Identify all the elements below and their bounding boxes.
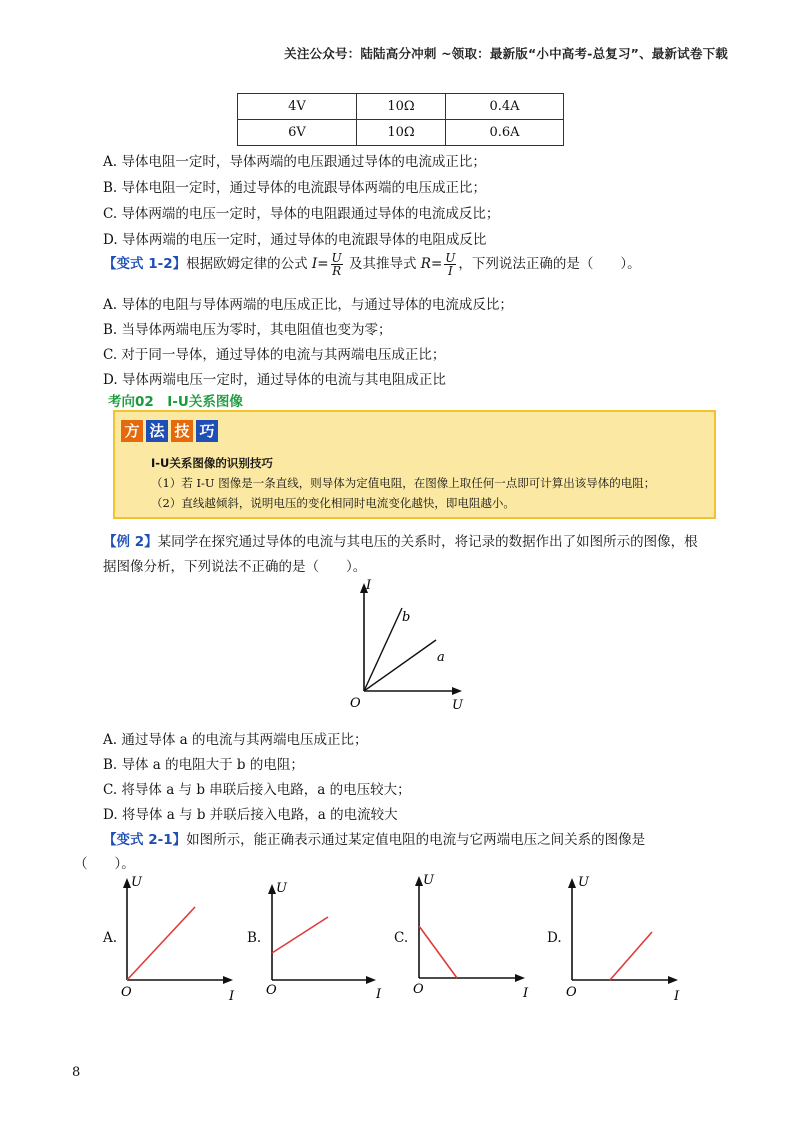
x-axis-label: I xyxy=(523,986,529,1000)
method-char: 巧 xyxy=(196,420,218,442)
line-a xyxy=(364,640,436,691)
method-char: 方 xyxy=(121,420,143,442)
y-axis-label: U xyxy=(131,875,142,890)
table-cell: 10Ω xyxy=(357,120,446,146)
data-table xyxy=(237,93,564,146)
option-a: A. 通过导体 a 的电流与其两端电压成正比； xyxy=(103,732,368,748)
option-b: B. 导体 a 的电阻大于 b 的电阻； xyxy=(103,757,304,773)
origin-label: O xyxy=(121,985,132,1000)
graph-line xyxy=(127,907,195,980)
graph-line xyxy=(610,932,652,980)
graph-line xyxy=(272,917,328,953)
y-axis-label: U xyxy=(276,881,287,896)
variant-tag: 【变式 2-1】 xyxy=(103,832,187,848)
graph-option-b xyxy=(258,870,388,1002)
question-variant-2-1-line1 xyxy=(103,828,645,848)
origin-label: O xyxy=(350,696,361,711)
question-text-post: ，下列说法正确的是（ ）。 xyxy=(458,256,641,272)
option-c: C. 对于同一导体，通过导体的电流与其两端电压成正比； xyxy=(103,347,446,363)
y-axis-label: U xyxy=(423,873,434,888)
option-d: D. 将导体 a 与 b 并联后接入电路，a 的电流较大 xyxy=(103,807,398,823)
example-tag: 【例 2】 xyxy=(103,534,158,550)
choice-label-a: A. xyxy=(103,930,118,946)
choice-label-d: D. xyxy=(547,930,562,946)
option-c: C. 将导体 a 与 b 串联后接入电路，a 的电压较大； xyxy=(103,782,411,798)
x-axis-label: I xyxy=(229,989,235,1002)
question-variant-2-1-line2: （ ）。 xyxy=(74,856,135,872)
formula-fraction: $\frac{U}{R}$ xyxy=(331,251,342,278)
section-heading: 考向02 I-U关系图像 xyxy=(108,394,243,410)
formula-lhs: I xyxy=(311,256,318,272)
table-cell: 0.6A xyxy=(446,120,564,146)
y-axis-label: U xyxy=(578,875,589,890)
graph-option-a xyxy=(115,870,245,1002)
table-row xyxy=(238,94,564,120)
table-cell: 10Ω xyxy=(357,94,446,120)
graph-option-d xyxy=(560,870,690,1002)
origin-label: O xyxy=(413,982,424,997)
x-axis-label: U xyxy=(452,698,463,713)
y-axis-label: I xyxy=(366,578,372,593)
example-text: 某同学在探究通过导体的电流与其电压的关系时，将记录的数据作出了如图所示的图像，根 xyxy=(157,534,698,550)
table-cell: 0.4A xyxy=(446,94,564,120)
page-header: 关注公众号：陆陆高分冲刺 ~领取：最新版“小中高考-总复习”、最新试卷下载 xyxy=(284,46,728,61)
iu-graph xyxy=(340,575,480,715)
method-tips-box xyxy=(113,410,716,519)
variant-tag: 【变式 1-2】 xyxy=(103,256,187,272)
method-line: （1）若 I-U 图像是一条直线，则导体为定值电阻，在图像上取任何一点即可计算出该导体的电阻； xyxy=(151,476,656,490)
x-axis-arrow xyxy=(452,687,462,695)
table-cell: 4V xyxy=(238,94,357,120)
graph-option-c xyxy=(405,866,535,1000)
option-a: A. 导体电阻一定时，导体两端的电压跟通过导体的电流成正比； xyxy=(103,154,486,170)
option-d: D. 导体两端的电压一定时，通过导体的电流跟导体的电阻成反比 xyxy=(103,232,487,248)
line-b-label: b xyxy=(402,610,411,625)
example-2-line1 xyxy=(103,530,698,550)
formula-lhs: R xyxy=(420,256,431,272)
method-char: 法 xyxy=(146,420,168,442)
question-text: 如图所示，能正确表示通过某定值电阻的电流与它两端电压之间关系的图像是 xyxy=(186,832,646,848)
x-axis-label: I xyxy=(674,989,680,1002)
option-c: C. 导体两端的电压一定时，导体的电阻跟通过导体的电流成反比； xyxy=(103,206,500,222)
option-b: B. 当导体两端电压为零时，其电阻值也变为零； xyxy=(103,322,392,338)
graph-line xyxy=(419,926,457,978)
method-title: I-U关系图像的识别技巧 xyxy=(151,456,273,470)
method-char: 技 xyxy=(171,420,193,442)
origin-label: O xyxy=(566,985,577,1000)
question-text-pre: 根据欧姆定律的公式 xyxy=(186,256,308,272)
table-row xyxy=(238,120,564,146)
line-a-label: a xyxy=(437,650,445,665)
question-text-mid: 及其推导式 xyxy=(348,256,417,272)
option-a: A. 导体的电阻与导体两端的电压成正比，与通过导体的电流成反比； xyxy=(103,297,513,313)
choice-label-c: C. xyxy=(394,930,409,946)
formula-fraction: $\frac{U}{I}$ xyxy=(445,251,456,278)
origin-label: O xyxy=(266,983,277,998)
x-axis-label: I xyxy=(376,987,382,1002)
question-variant-1-2: 【变式 1-2】根据欧姆定律的公式 I= $\frac{U}{R}$ 及其推导式 R= $\frac{U}{I}$ ，下列说法正确的是（ ）。 xyxy=(103,251,641,278)
table-cell: 6V xyxy=(238,120,357,146)
page-number: 8 xyxy=(72,1065,81,1080)
choice-label-b: B. xyxy=(247,930,262,946)
method-line: （2）直线越倾斜，说明电压的变化相同时电流变化越快，即电阻越小。 xyxy=(151,496,515,510)
line-b xyxy=(364,608,402,691)
option-b: B. 导体电阻一定时，通过导体的电流跟导体两端的电压成正比； xyxy=(103,180,487,196)
option-d: D. 导体两端电压一定时，通过导体的电流与其电阻成正比 xyxy=(103,372,446,388)
example-2-line2: 据图像分析，下列说法不正确的是（ ）。 xyxy=(103,559,367,575)
